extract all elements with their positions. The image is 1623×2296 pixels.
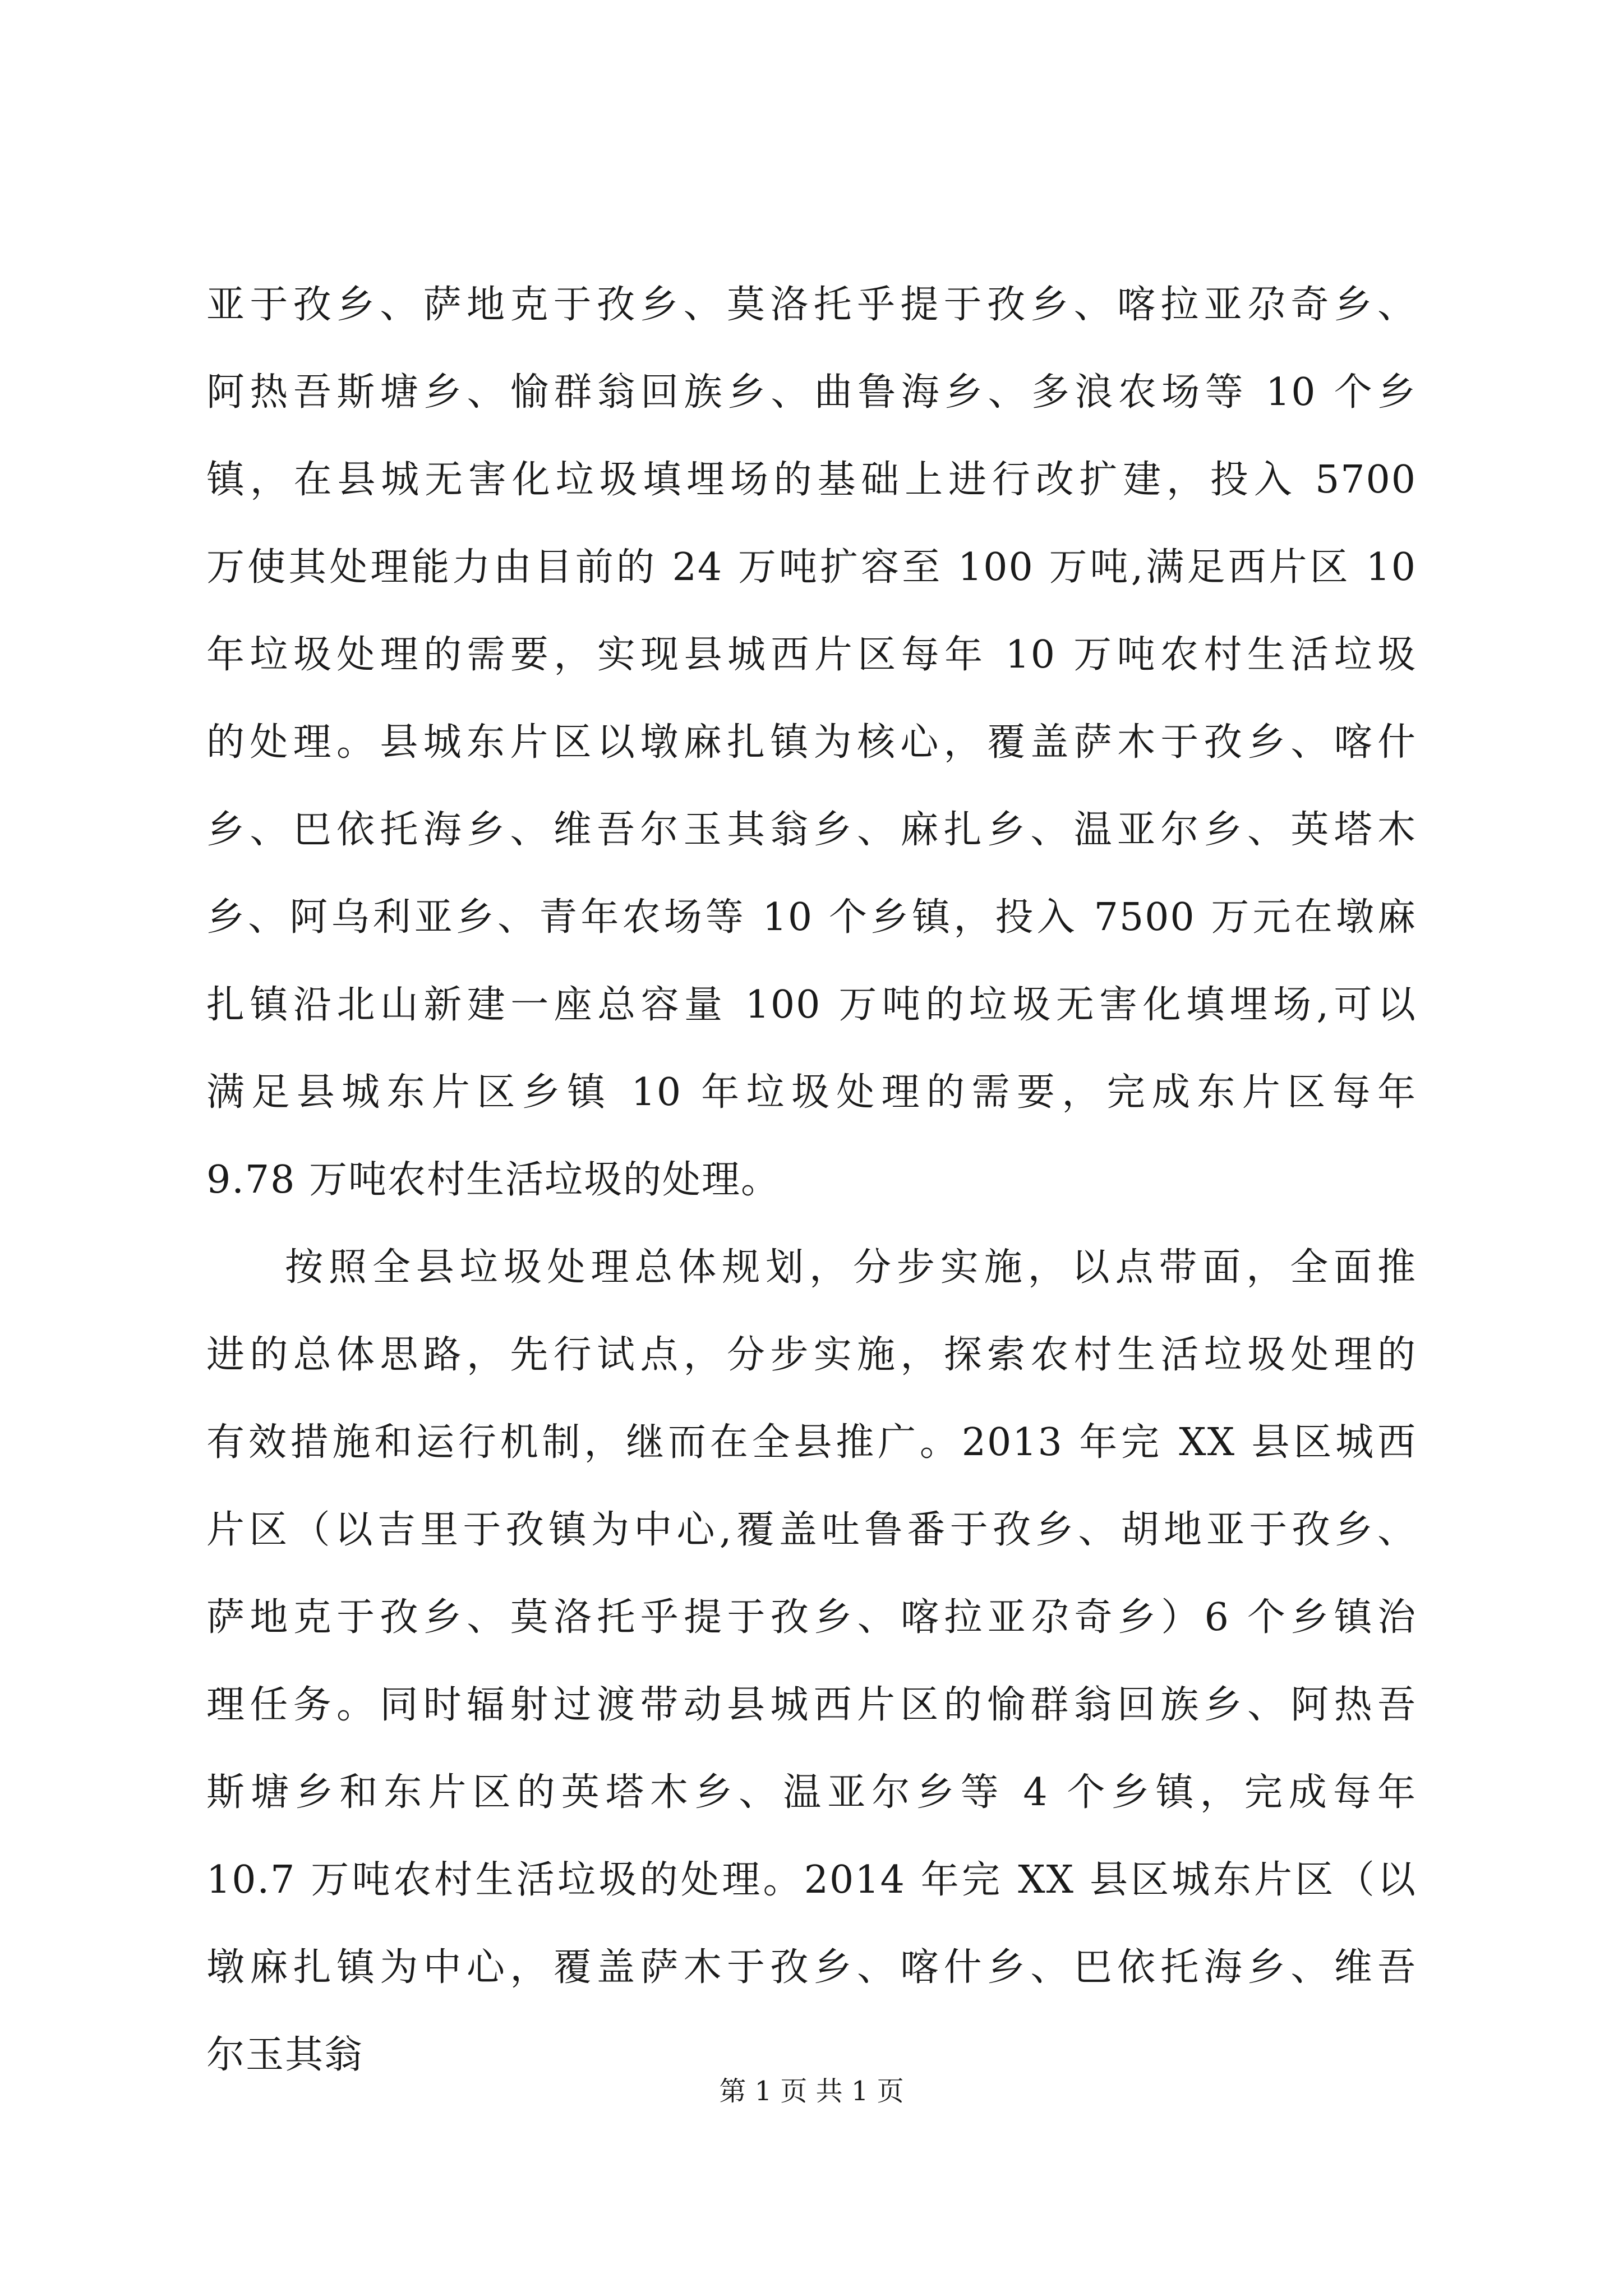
text-line: 有效措施和运行机制，继而在全县推广。2013 年完 XX 县区城西	[206, 1420, 1417, 1465]
body-text	[206, 261, 1417, 2099]
text-line: 理任务。同时辐射过渡带动县城西片区的愉群翁回族乡、阿热吾	[206, 1683, 1417, 1727]
text-line: 斯塘乡和东片区的英塔木乡、温亚尔乡等 4 个乡镇，完成每年	[206, 1770, 1417, 1815]
text-line: 按照全县垃圾处理总体规划，分步实施，以点带面，全面推	[285, 1245, 1417, 1290]
text-line: 的处理。县城东片区以墩麻扎镇为核心，覆盖萨木于孜乡、喀什	[206, 720, 1417, 765]
text-line: 乡、巴依托海乡、维吾尔玉其翁乡、麻扎乡、温亚尔乡、英塔木	[206, 808, 1417, 852]
text-line: 9.78 万吨农村生活垃圾的处理。	[206, 1158, 781, 1202]
page-footer	[0, 2070, 1623, 2113]
text-line: 满足县城东片区乡镇 10 年垃圾处理的需要，完成东片区每年	[206, 1070, 1417, 1115]
text-line: 10.7 万吨农村生活垃圾的处理。2014 年完 XX 县区城东片区（以	[206, 1858, 1417, 1902]
page-number-label: 第 1 页 共 1 页	[719, 2076, 904, 2107]
text-line: 尔玉其翁	[206, 2033, 364, 2077]
text-line: 片区（以吉里于孜镇为中心,覆盖吐鲁番于孜乡、胡地亚于孜乡、	[206, 1508, 1417, 1552]
text-line: 年垃圾处理的需要，实现县城西片区每年 10 万吨农村生活垃圾	[206, 633, 1417, 677]
paragraph-2	[206, 1224, 1417, 2099]
text-line: 进的总体思路，先行试点，分步实施，探索农村生活垃圾处理的	[206, 1333, 1417, 1377]
text-line: 亚于孜乡、萨地克于孜乡、莫洛托乎提于孜乡、喀拉亚尕奇乡、	[206, 283, 1417, 327]
text-line: 镇，在县城无害化垃圾填埋场的基础上进行改扩建，投入 5700	[206, 458, 1417, 502]
text-line: 扎镇沿北山新建一座总容量 100 万吨的垃圾无害化填埋场,可以	[206, 983, 1417, 1027]
paragraph-1	[206, 261, 1417, 1224]
text-line: 阿热吾斯塘乡、愉群翁回族乡、曲鲁海乡、多浪农场等 10 个乡	[206, 370, 1417, 415]
text-line: 萨地克于孜乡、莫洛托乎提于孜乡、喀拉亚尕奇乡）6 个乡镇治	[206, 1595, 1417, 1640]
text-line: 乡、阿乌利亚乡、青年农场等 10 个乡镇，投入 7500 万元在墩麻	[206, 895, 1417, 940]
text-line: 万使其处理能力由目前的 24 万吨扩容至 100 万吨,满足西片区 10	[206, 545, 1417, 590]
text-line: 墩麻扎镇为中心，覆盖萨木于孜乡、喀什乡、巴依托海乡、维吾	[206, 1945, 1417, 1990]
